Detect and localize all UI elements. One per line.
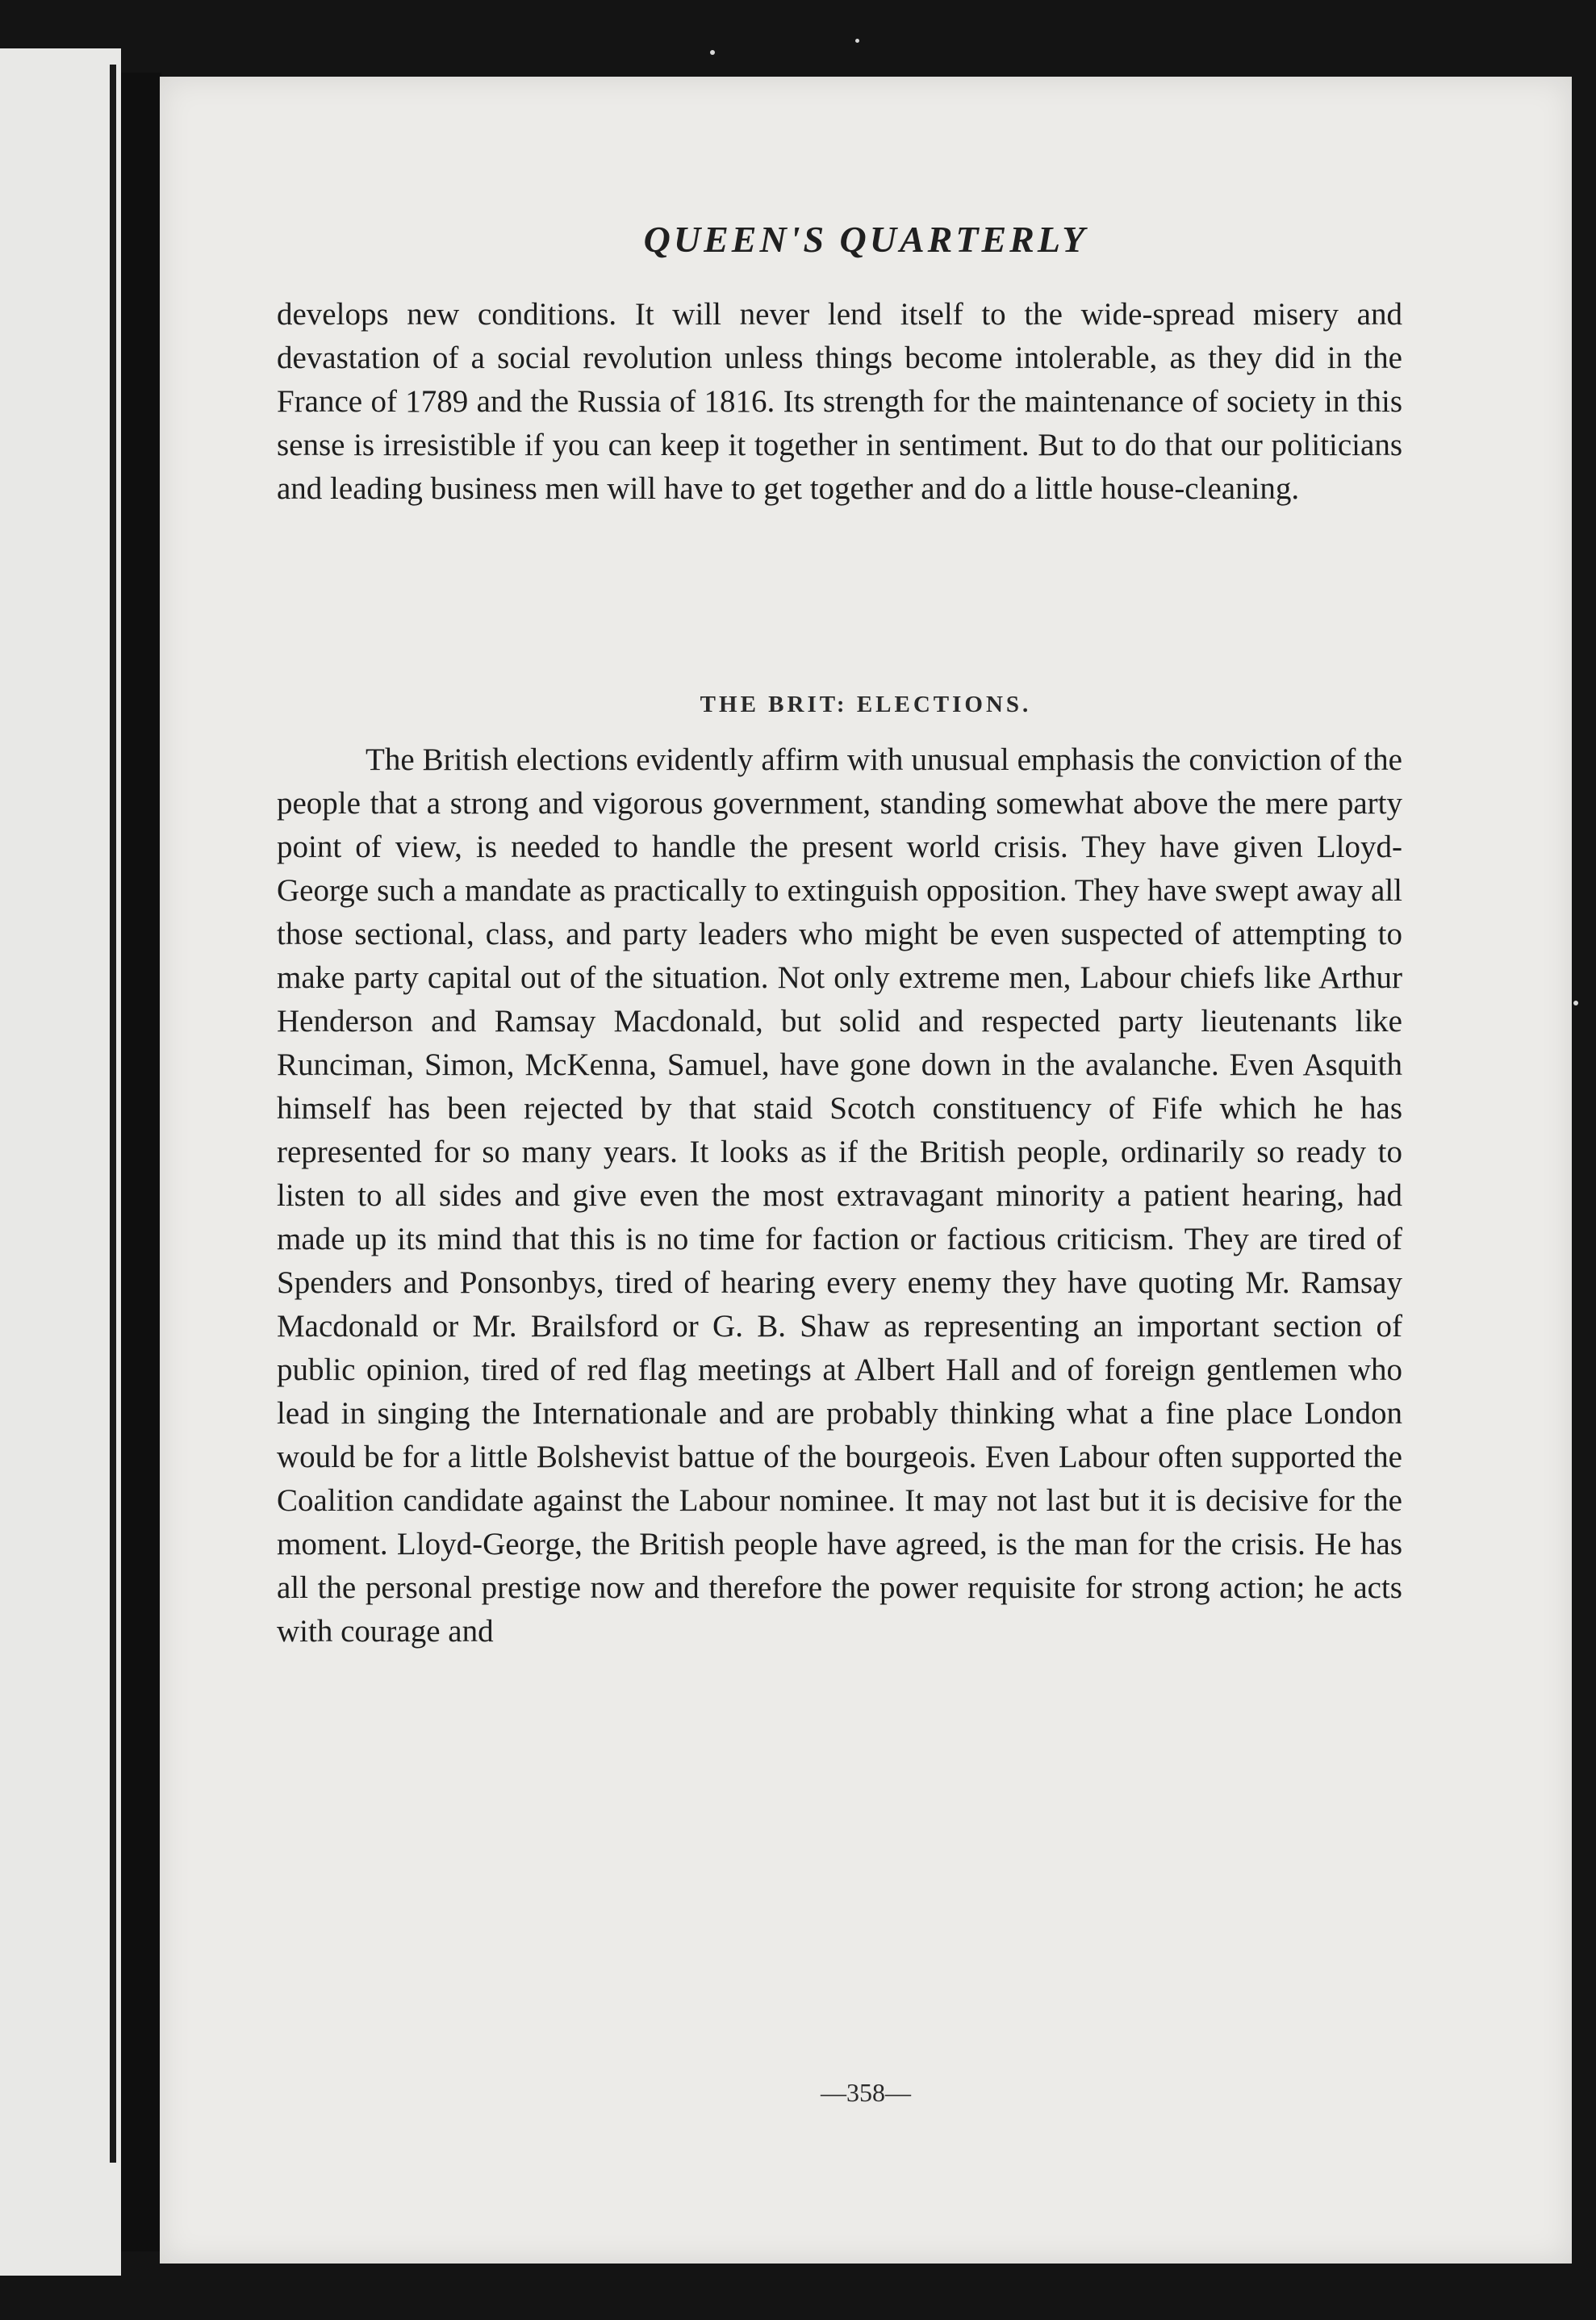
book-gutter bbox=[121, 73, 161, 2251]
paragraph-british-elections: The British elections evidently affirm with unusual emphasis the conviction of the people that a strong and vigorous government, standing somewhat above the mere party point of view, is needed to handle the present world crisis. They have given Lloyd-George such a mandate as practically to extinguish opposition. They have swept away all those sectional, class, and party leaders who might be even suspected of attempting to make party capital out of the situation. Not only extreme men, Labour chiefs like Arthur Henderson and Ramsay Macdonald, but solid and respected party lieutenants like Runciman, Simon, McKenna, Samuel, have gone down in the avalanche. Even Asquith himself has been rejected by that staid Scotch constituency of Fife which he has represented for so many years. It looks as if the British people, ordinarily so ready to listen to all sides and give even the most extravagant minority a patient hearing, had made up its mind that this is no time for faction or factious criticism. They are tired of Spenders and Ponsonbys, tired of hearing every enemy they have quoting Mr. Ramsay Macdonald or Mr. Brailsford or G. B. Shaw as representing an important section of public opinion, tired of red flag meetings at Albert Hall and of foreign gentlemen who lead in singing the Internationale and are probably thinking what a fine place London would be for a little Bolshevist battue of the bourgeois. Even Labour often supported the Coalition candidate against the Labour nominee. It may not last but it is decisive for the moment. Lloyd-George, the British people have agreed, is the man for the crisis. He has all the personal prestige now and therefore the power requisite for strong action; he acts with courage and bbox=[277, 742, 1402, 1649]
facing-page-rule bbox=[110, 65, 116, 2163]
document-page bbox=[160, 77, 1572, 2264]
running-head: QUEEN'S QUARTERLY bbox=[643, 219, 1088, 260]
scan-speck bbox=[1573, 1001, 1578, 1005]
section-heading: THE BRIT: ELECTIONS. bbox=[700, 692, 1032, 717]
paragraph-continuation: develops new conditions. It will never lend itself to the wide-spread misery and devastation of a social revolution unless things become intolerable, as they did in the France of 1789 and the Russia of 1816. Its strength for the maintenance of society in this sense is irresistible if you can keep it together in sentiment. But to do that our politicians and leading business men will have to get together and do a little house-cleaning. bbox=[277, 297, 1402, 506]
scan-speck bbox=[855, 39, 859, 43]
facing-page-edge bbox=[0, 48, 121, 2276]
scan-speck bbox=[710, 50, 715, 55]
page-number: —358— bbox=[821, 2078, 911, 2107]
